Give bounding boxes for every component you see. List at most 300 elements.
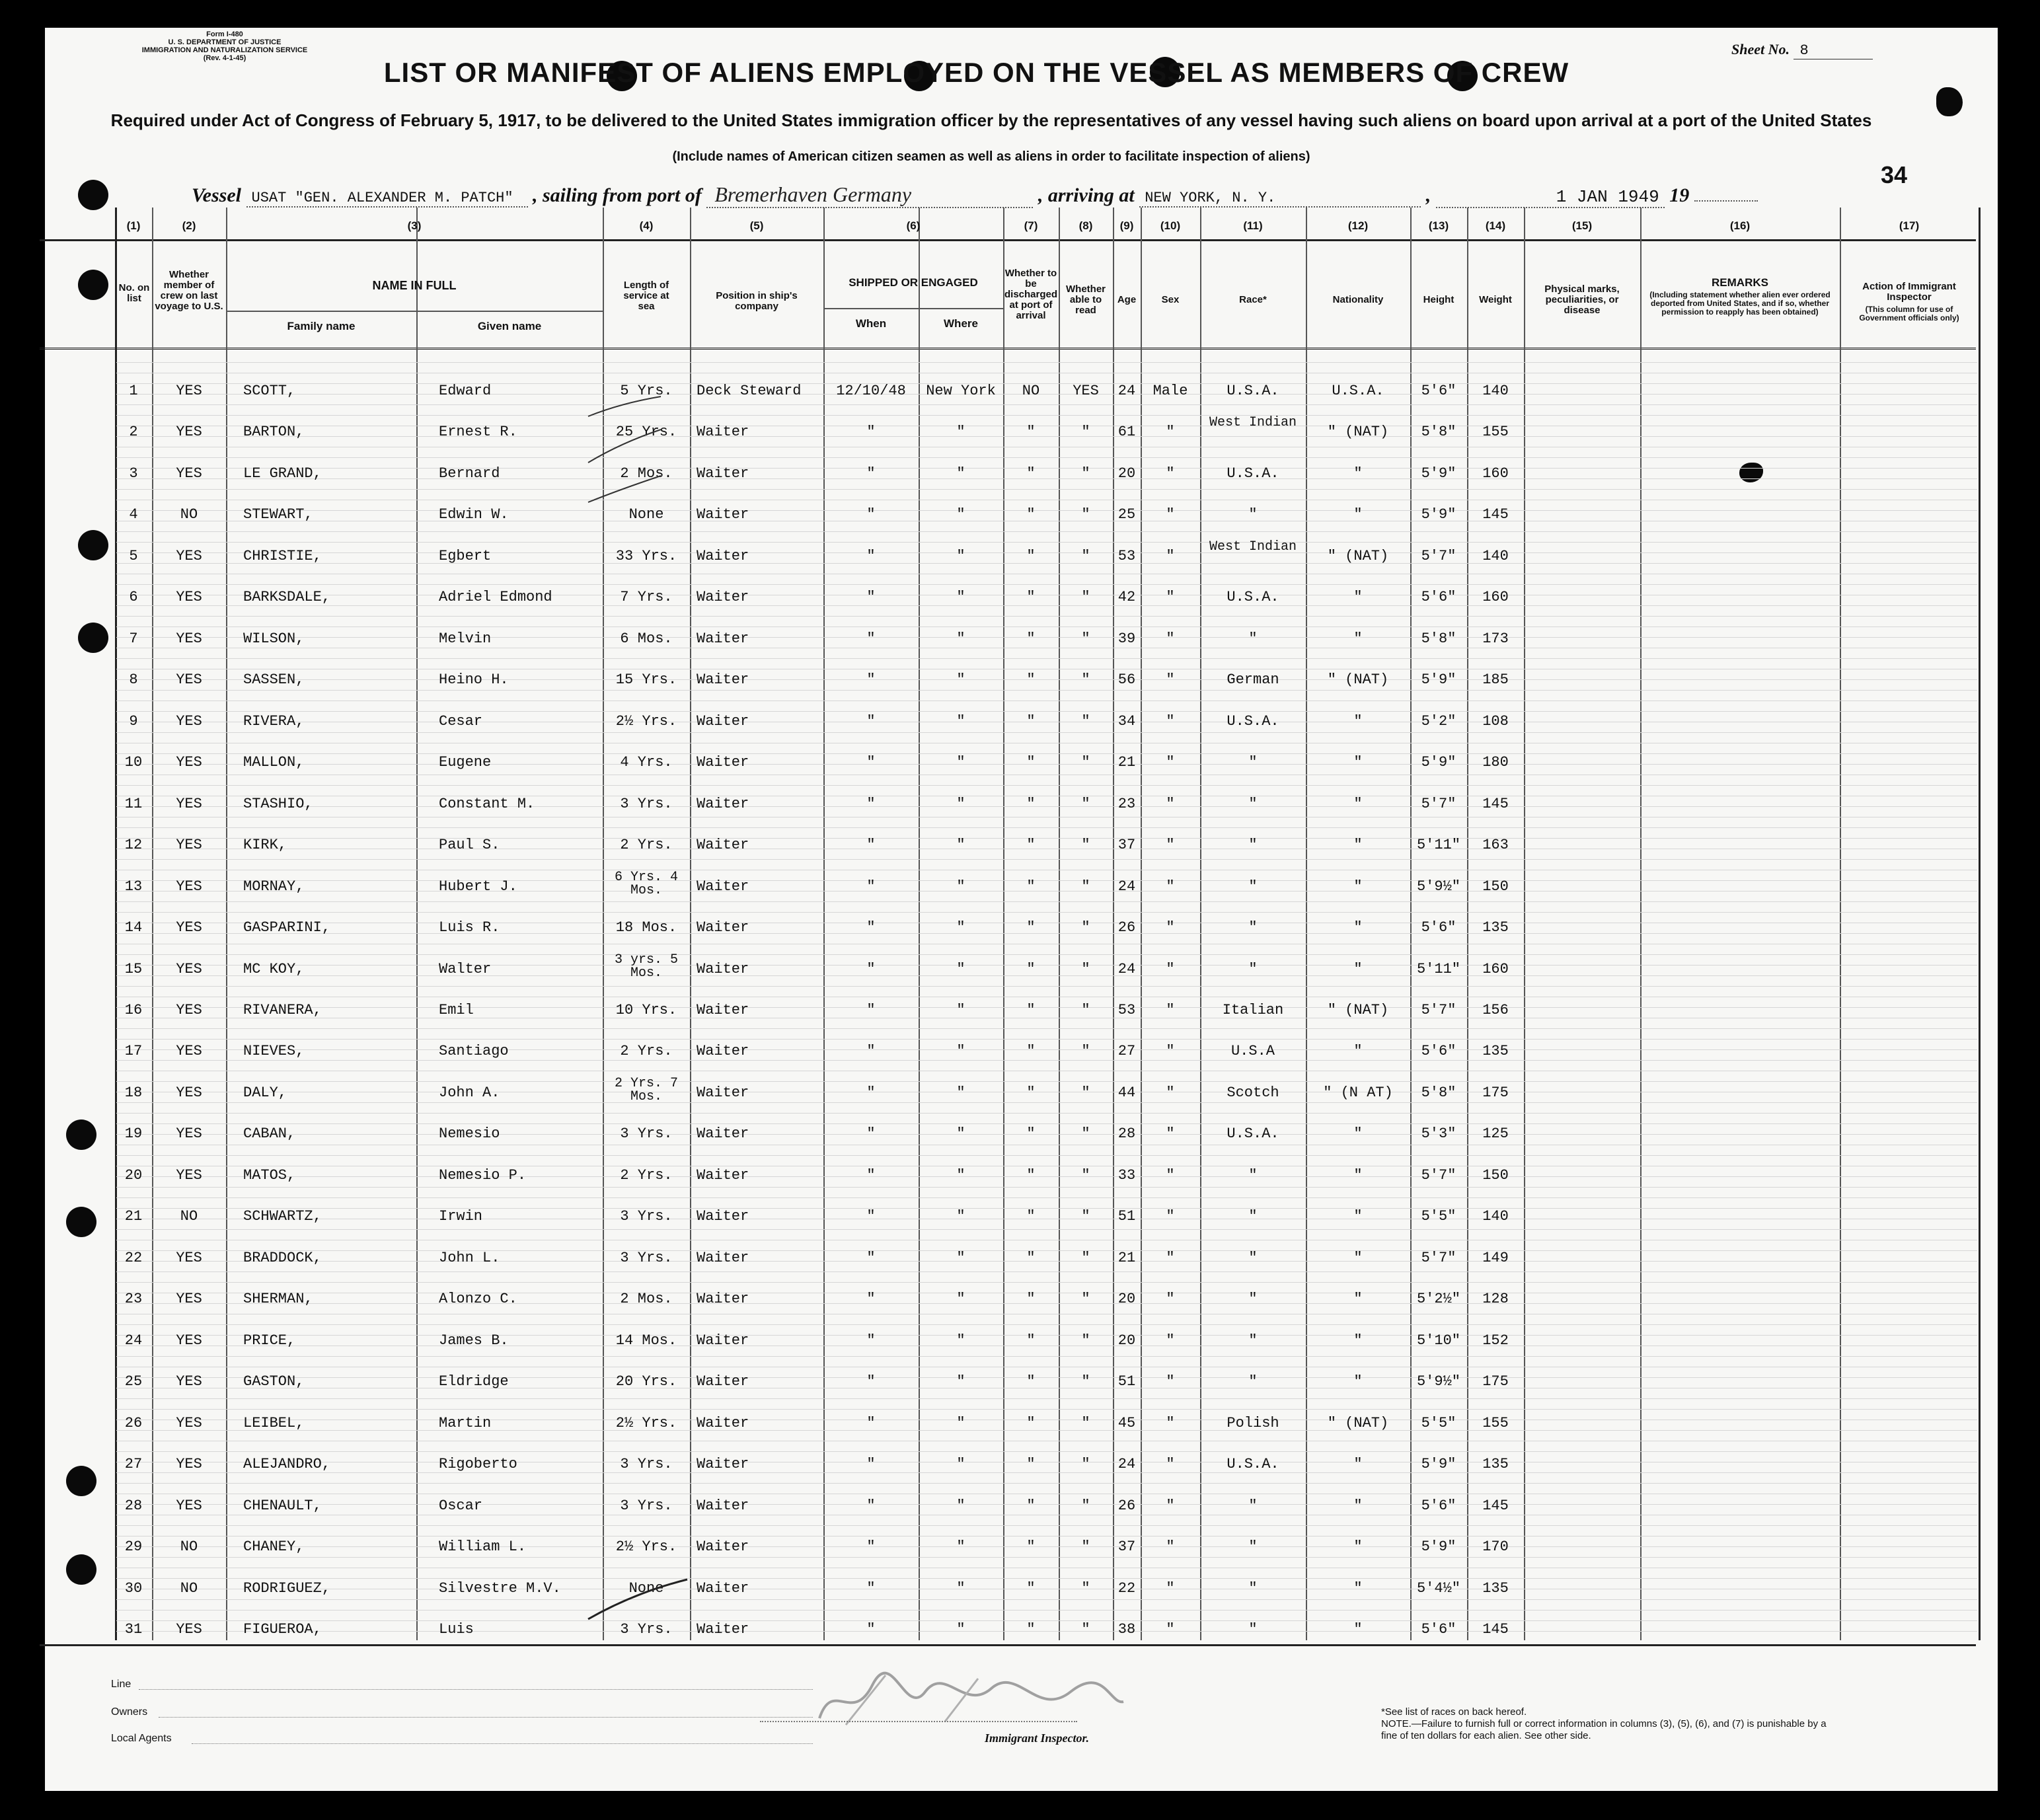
- row-number-cell: 9: [129, 713, 138, 730]
- crew-last-voyage-cell: YES: [176, 1043, 202, 1059]
- position-cell: Waiter: [697, 424, 749, 440]
- age-cell: 21: [1117, 1250, 1136, 1266]
- race-cell: U.S.A.: [1227, 383, 1279, 399]
- weight-cell: 145: [1482, 796, 1509, 812]
- crew-last-voyage-cell: YES: [176, 1498, 202, 1514]
- to-be-discharged-cell: ": [1026, 465, 1036, 482]
- height-cell: 5'7": [1421, 1250, 1456, 1266]
- shipped-where-cell: ": [956, 1208, 965, 1225]
- family-name-cell: BRADDOCK,: [243, 1250, 322, 1266]
- able-to-read-cell: ": [1081, 1043, 1090, 1059]
- to-be-discharged-cell: ": [1026, 837, 1036, 853]
- row-number-cell: 18: [124, 1084, 143, 1101]
- ruled-line: [116, 542, 1977, 543]
- nationality-cell: ": [1353, 1456, 1363, 1472]
- length-of-service-cell: 3 Yrs.: [620, 1456, 673, 1472]
- length-of-service-cell: 33 Yrs.: [615, 548, 677, 564]
- height-cell: 5'8": [1421, 630, 1456, 647]
- ruled-line: [116, 1525, 1977, 1526]
- age-cell: 38: [1117, 1621, 1136, 1638]
- family-name-cell: GASPARINI,: [243, 919, 331, 936]
- to-be-discharged-cell: ": [1026, 1250, 1036, 1266]
- age-cell: 26: [1117, 1498, 1136, 1514]
- weight-cell: 170: [1482, 1538, 1509, 1555]
- position-cell: Waiter: [697, 796, 749, 812]
- family-name-cell: WILSON,: [243, 630, 305, 647]
- arriving-label: , arriving at: [1038, 184, 1135, 206]
- race-cell: Italian: [1222, 1002, 1284, 1018]
- sheet-label: Sheet No.: [1731, 41, 1790, 57]
- given-name-cell: Nemesio: [439, 1125, 500, 1142]
- length-of-service-cell: 3 Yrs.: [620, 1125, 673, 1142]
- length-of-service-cell: 14 Mos.: [615, 1332, 677, 1349]
- line-blank: [139, 1689, 813, 1690]
- weight-cell: 173: [1482, 630, 1509, 647]
- race-cell: U.S.A.: [1227, 713, 1279, 730]
- shipped-where-cell: ": [956, 630, 965, 647]
- sex-cell: ": [1166, 1332, 1175, 1349]
- weight-cell: 145: [1482, 506, 1509, 523]
- race-cell: ": [1248, 754, 1258, 771]
- able-to-read-cell: ": [1081, 671, 1090, 688]
- weight-cell: 145: [1482, 1498, 1509, 1514]
- given-name-cell: Ernest R.: [439, 424, 517, 440]
- sex-cell: ": [1166, 1538, 1175, 1555]
- race-cell: U.S.A: [1230, 1043, 1275, 1059]
- ruled-line: [116, 711, 1977, 712]
- height-cell: 5'9½": [1416, 878, 1460, 895]
- race-cell: Scotch: [1227, 1084, 1279, 1101]
- owners-label: Owners: [111, 1706, 148, 1718]
- crew-last-voyage-cell: NO: [180, 1580, 198, 1597]
- family-name-cell: MORNAY,: [243, 878, 305, 895]
- col5-num: (5): [749, 219, 764, 232]
- column-rule: [1840, 208, 1841, 1640]
- crew-last-voyage-cell: YES: [176, 713, 202, 730]
- shipped-when-cell: ": [866, 548, 876, 564]
- given-name-cell: Silvestre M.V.: [439, 1580, 561, 1597]
- crew-last-voyage-cell: YES: [176, 754, 202, 771]
- revision: (Rev. 4-1-45): [203, 54, 246, 62]
- ruled-line: [116, 1578, 1977, 1579]
- sex-cell: ": [1166, 465, 1175, 482]
- race-cell: ": [1248, 630, 1258, 647]
- to-be-discharged-cell: ": [1026, 796, 1036, 812]
- height-cell: 5'7": [1421, 796, 1456, 812]
- ruled-line: [116, 531, 1977, 532]
- able-to-read-cell: ": [1081, 548, 1090, 564]
- ruled-line: [116, 605, 1977, 606]
- sex-cell: ": [1166, 919, 1175, 936]
- row-number-cell: 23: [124, 1291, 143, 1307]
- col4-label: Length of service at sea: [623, 280, 669, 312]
- family-name-cell: SCOTT,: [243, 383, 296, 399]
- age-cell: 27: [1117, 1043, 1136, 1059]
- weight-cell: 135: [1482, 1043, 1509, 1059]
- nationality-cell: ": [1353, 1043, 1363, 1059]
- position-cell: Waiter: [697, 1621, 749, 1638]
- sex-cell: ": [1166, 1621, 1175, 1638]
- ruled-line: [116, 785, 1977, 786]
- row-number-cell: 6: [129, 589, 138, 605]
- col1-num: (1): [126, 219, 141, 232]
- col17-num: (17): [1899, 219, 1920, 232]
- shipped-where-cell: ": [956, 1125, 965, 1142]
- row-number-cell: 8: [129, 671, 138, 688]
- col7-label: Whether to be discharged at port of arrival: [1004, 268, 1058, 321]
- year-label: 19: [1669, 184, 1690, 206]
- family-name-cell: ALEJANDRO,: [243, 1456, 331, 1472]
- shipped-where-cell: ": [956, 1084, 965, 1101]
- to-be-discharged-cell: ": [1026, 630, 1036, 647]
- shipped-when-cell: ": [866, 1373, 876, 1390]
- to-be-discharged-cell: ": [1026, 1291, 1036, 1307]
- nationality-cell: ": [1353, 1332, 1363, 1349]
- row-number-cell: 11: [124, 796, 143, 812]
- position-cell: Waiter: [697, 837, 749, 853]
- age-cell: 20: [1117, 465, 1136, 482]
- age-cell: 21: [1117, 754, 1136, 771]
- race-cell: ": [1248, 837, 1258, 853]
- sex-cell: ": [1166, 796, 1175, 812]
- crew-last-voyage-cell: YES: [176, 424, 202, 440]
- length-of-service-cell: 15 Yrs.: [615, 671, 677, 688]
- height-cell: 5'5": [1421, 1208, 1456, 1225]
- col12-label: Nationality: [1332, 294, 1384, 305]
- crew-last-voyage-cell: NO: [180, 506, 198, 523]
- col17-label: Action of Immigrant Inspector: [1862, 281, 1956, 303]
- column-rule: [1524, 208, 1525, 1640]
- length-of-service-cell: 3 Yrs.: [620, 1250, 673, 1266]
- length-of-service-cell: 2 Mos.: [620, 1291, 673, 1307]
- col6-num: (6): [906, 219, 921, 232]
- length-of-service-cell: 2 Yrs.: [620, 837, 673, 853]
- owners-blank: [159, 1717, 813, 1718]
- weight-cell: 160: [1482, 589, 1509, 605]
- height-cell: 5'9½": [1416, 1373, 1460, 1390]
- weight-cell: 155: [1482, 1415, 1509, 1431]
- nationality-cell: ": [1353, 1580, 1363, 1597]
- crew-last-voyage-cell: YES: [176, 1456, 202, 1472]
- able-to-read-cell: ": [1081, 1002, 1090, 1018]
- weight-cell: 140: [1482, 548, 1509, 564]
- weight-cell: 150: [1482, 1167, 1509, 1184]
- shipped-when-cell: ": [866, 1002, 876, 1018]
- to-be-discharged-cell: ": [1026, 589, 1036, 605]
- able-to-read-cell: ": [1081, 878, 1090, 895]
- to-be-discharged-cell: ": [1026, 424, 1036, 440]
- ruled-line: [116, 1155, 1977, 1156]
- col3-family: Family name: [287, 320, 356, 332]
- nationality-cell: ": [1353, 1167, 1363, 1184]
- ruled-line: [116, 1282, 1977, 1283]
- agents-blank: [192, 1743, 813, 1744]
- shipped-when-cell: ": [866, 1125, 876, 1142]
- race-cell: ": [1248, 1580, 1258, 1597]
- family-name-cell: FIGUEROA,: [243, 1621, 322, 1638]
- to-be-discharged-cell: ": [1026, 961, 1036, 977]
- column-rule: [226, 208, 227, 1640]
- crew-last-voyage-cell: NO: [180, 1208, 198, 1225]
- height-cell: 5'9": [1421, 754, 1456, 771]
- length-of-service-cell: 2½ Yrs.: [615, 1415, 677, 1431]
- col8-label: Whether able to read: [1066, 284, 1106, 316]
- ruled-line: [116, 616, 1977, 617]
- height-cell: 5'7": [1421, 548, 1456, 564]
- to-be-discharged-cell: ": [1026, 1538, 1036, 1555]
- family-name-cell: GASTON,: [243, 1373, 305, 1390]
- family-name-cell: RIVERA,: [243, 713, 305, 730]
- sailing-port: Bremerhaven Germany: [706, 182, 1033, 208]
- col15-label: Physical marks, peculiarities, or disease: [1544, 284, 1620, 316]
- nationality-cell: ": [1353, 1498, 1363, 1514]
- position-cell: Waiter: [697, 878, 749, 895]
- nationality-cell: " (NAT): [1327, 671, 1389, 688]
- position-cell: Waiter: [697, 506, 749, 523]
- able-to-read-cell: ": [1081, 1084, 1090, 1101]
- arrival-date: 1 JAN 1949: [1436, 187, 1665, 208]
- shipped-when-cell: ": [866, 506, 876, 523]
- nationality-cell: U.S.A.: [1332, 383, 1384, 399]
- sex-cell: ": [1166, 754, 1175, 771]
- position-cell: Waiter: [697, 1167, 749, 1184]
- race-cell: ": [1248, 1621, 1258, 1638]
- height-cell: 5'6": [1421, 383, 1456, 399]
- able-to-read-cell: ": [1081, 1291, 1090, 1307]
- age-cell: 61: [1117, 424, 1136, 440]
- ruled-line: [116, 1113, 1977, 1114]
- department: U. S. DEPARTMENT OF JUSTICE: [168, 38, 282, 46]
- weight-cell: 128: [1482, 1291, 1509, 1307]
- col3-num: (3): [407, 219, 422, 232]
- given-name-cell: Constant M.: [439, 796, 535, 812]
- height-cell: 5'9": [1421, 1538, 1456, 1555]
- pen-strokes: [582, 390, 714, 1646]
- shipped-when-cell: ": [866, 1456, 876, 1472]
- able-to-read-cell: ": [1081, 1538, 1090, 1555]
- ruled-line: [116, 912, 1977, 913]
- age-cell: 25: [1117, 506, 1136, 523]
- races-note: *See list of races on back hereof.: [1381, 1706, 1527, 1718]
- col14-num: (14): [1485, 219, 1506, 232]
- able-to-read-cell: ": [1081, 424, 1090, 440]
- shipped-where-cell: ": [956, 796, 965, 812]
- vessel-label: Vessel: [192, 184, 241, 206]
- form-number: Form I-480: [206, 30, 243, 38]
- col5-label: Position in ship's company: [716, 290, 798, 312]
- ruled-line: [116, 1610, 1977, 1611]
- age-cell: 26: [1117, 919, 1136, 936]
- ruled-line: [116, 1557, 1977, 1558]
- given-name-cell: Emil: [439, 1002, 474, 1018]
- col2-num: (2): [182, 219, 196, 232]
- weight-cell: 145: [1482, 1621, 1509, 1638]
- sheet-value: 8: [1794, 42, 1873, 59]
- ruled-line: [116, 362, 1977, 363]
- family-name-cell: CHENAULT,: [243, 1498, 322, 1514]
- given-name-cell: Martin: [439, 1415, 492, 1431]
- given-name-cell: Eldridge: [439, 1373, 509, 1390]
- inspector-label: Immigrant Inspector.: [985, 1731, 1090, 1745]
- height-cell: 5'8": [1421, 424, 1456, 440]
- length-of-service-cell: 4 Yrs.: [620, 754, 673, 771]
- family-name-cell: BARKSDALE,: [243, 589, 331, 605]
- weight-cell: 152: [1482, 1332, 1509, 1349]
- weight-cell: 160: [1482, 961, 1509, 977]
- ruled-line: [116, 489, 1977, 490]
- to-be-discharged-cell: ": [1026, 878, 1036, 895]
- able-to-read-cell: ": [1081, 919, 1090, 936]
- crew-last-voyage-cell: YES: [176, 1250, 202, 1266]
- position-cell: Waiter: [697, 1498, 749, 1514]
- page-number: 34: [1881, 161, 1908, 188]
- length-of-service-cell: 7 Yrs.: [620, 589, 673, 605]
- ruled-line: [116, 1356, 1977, 1357]
- inspector-signature: [806, 1665, 1137, 1738]
- row-number-cell: 2: [129, 424, 138, 440]
- height-cell: 5'3": [1421, 1125, 1456, 1142]
- shipped-where-cell: ": [956, 1002, 965, 1018]
- punch-hole: [78, 530, 108, 560]
- ruled-line: [116, 1081, 1977, 1082]
- sex-cell: ": [1166, 1291, 1175, 1307]
- shipped-where-cell: ": [956, 1538, 965, 1555]
- ruled-line: [116, 415, 1977, 416]
- nationality-cell: ": [1353, 1250, 1363, 1266]
- family-name-cell: RODRIGUEZ,: [243, 1580, 331, 1597]
- position-cell: Waiter: [697, 1580, 749, 1597]
- sex-cell: ": [1166, 1250, 1175, 1266]
- shipped-where-cell: ": [956, 961, 965, 977]
- length-of-service-cell: None: [628, 506, 664, 523]
- able-to-read-cell: ": [1081, 961, 1090, 977]
- row-number-cell: 12: [124, 837, 143, 853]
- able-to-read-cell: ": [1081, 506, 1090, 523]
- shipped-when-cell: 12/10/48: [836, 383, 906, 399]
- sex-cell: ": [1166, 1456, 1175, 1472]
- weight-cell: 175: [1482, 1084, 1509, 1101]
- ruled-line: [116, 1028, 1977, 1029]
- shipped-where-cell: ": [956, 1250, 965, 1266]
- sex-cell: Male: [1152, 383, 1188, 399]
- shipped-when-cell: ": [866, 671, 876, 688]
- shipped-where-cell: ": [956, 1415, 965, 1431]
- table-top-rule: [40, 239, 1976, 241]
- nationality-cell: ": [1353, 754, 1363, 771]
- to-be-discharged-cell: ": [1026, 1208, 1036, 1225]
- family-name-cell: RIVANERA,: [243, 1002, 322, 1018]
- row-number-cell: 29: [124, 1538, 143, 1555]
- to-be-discharged-cell: ": [1026, 1621, 1036, 1638]
- height-cell: 5'6": [1421, 1621, 1456, 1638]
- ruled-line: [116, 1324, 1977, 1325]
- ruled-line: [116, 954, 1977, 955]
- to-be-discharged-cell: ": [1026, 671, 1036, 688]
- given-name-cell: Santiago: [439, 1043, 509, 1059]
- race-cell: Polish: [1227, 1415, 1279, 1431]
- length-of-service-cell: 3 Yrs.: [620, 796, 673, 812]
- row-number-cell: 28: [124, 1498, 143, 1514]
- row-number-cell: 3: [129, 465, 138, 482]
- shipped-where-cell: ": [956, 1456, 965, 1472]
- to-be-discharged-cell: ": [1026, 506, 1036, 523]
- to-be-discharged-cell: ": [1026, 1125, 1036, 1142]
- race-cell: U.S.A.: [1227, 1456, 1279, 1472]
- able-to-read-cell: ": [1081, 589, 1090, 605]
- shipped-where-cell: ": [956, 919, 965, 936]
- crew-last-voyage-cell: YES: [176, 961, 202, 977]
- height-cell: 5'5": [1421, 1415, 1456, 1431]
- length-of-service-cell: 2 Yrs. 7 Mos.: [614, 1076, 678, 1104]
- sex-cell: ": [1166, 1125, 1175, 1142]
- punch-hole: [78, 623, 108, 653]
- to-be-discharged-cell: NO: [1022, 383, 1040, 399]
- length-of-service-cell: 2½ Yrs.: [615, 1538, 677, 1555]
- shipped-where-cell: ": [956, 506, 965, 523]
- ruled-line: [116, 1039, 1977, 1040]
- race-cell: ": [1248, 1291, 1258, 1307]
- col8-num: (8): [1078, 219, 1093, 232]
- column-rule: [1979, 208, 1981, 1640]
- height-cell: 5'9": [1421, 1456, 1456, 1472]
- age-cell: 53: [1117, 1002, 1136, 1018]
- able-to-read-cell: ": [1081, 1373, 1090, 1390]
- nationality-cell: ": [1353, 630, 1363, 647]
- weight-cell: 150: [1482, 878, 1509, 895]
- shipped-where-cell: ": [956, 1291, 965, 1307]
- crew-last-voyage-cell: YES: [176, 1621, 202, 1638]
- shipped-where-cell: ": [956, 548, 965, 564]
- subheader-rule: [823, 308, 1003, 309]
- crew-last-voyage-cell: NO: [180, 1538, 198, 1555]
- length-of-service-cell: 5 Yrs.: [620, 383, 673, 399]
- nationality-cell: ": [1353, 961, 1363, 977]
- row-number-cell: 16: [124, 1002, 143, 1018]
- shipped-when-cell: ": [866, 424, 876, 440]
- race-cell: ": [1248, 506, 1258, 523]
- family-name-cell: PRICE,: [243, 1332, 296, 1349]
- age-cell: 22: [1117, 1580, 1136, 1597]
- requirement-text: Required under Act of Congress of February 5, 1917, to be delivered to the United States immigration officer by the representatives of any vessel having such aliens on board upon arrival at a port of the United States: [110, 110, 1872, 130]
- length-of-service-cell: 2 Yrs.: [620, 1043, 673, 1059]
- family-name-cell: MALLON,: [243, 754, 305, 771]
- row-number-cell: 26: [124, 1415, 143, 1431]
- ruled-line: [116, 584, 1977, 585]
- shipped-where-cell: ": [956, 465, 965, 482]
- height-cell: 5'6": [1421, 589, 1456, 605]
- sex-cell: ": [1166, 1208, 1175, 1225]
- weight-cell: 125: [1482, 1125, 1509, 1142]
- able-to-read-cell: ": [1081, 713, 1090, 730]
- to-be-discharged-cell: ": [1026, 713, 1036, 730]
- shipped-where-cell: New York: [926, 383, 996, 399]
- weight-cell: 140: [1482, 383, 1509, 399]
- height-cell: 5'2": [1421, 713, 1456, 730]
- position-cell: Waiter: [697, 671, 749, 688]
- shipped-when-cell: ": [866, 1250, 876, 1266]
- family-name-cell: DALY,: [243, 1084, 287, 1101]
- age-cell: 51: [1117, 1208, 1136, 1225]
- to-be-discharged-cell: ": [1026, 1332, 1036, 1349]
- shipped-when-cell: ": [866, 1167, 876, 1184]
- nationality-cell: ": [1353, 1208, 1363, 1225]
- crew-last-voyage-cell: YES: [176, 1167, 202, 1184]
- col16-label: REMARKS: [1712, 276, 1768, 289]
- punch-hole: [66, 1207, 96, 1237]
- to-be-discharged-cell: ": [1026, 754, 1036, 771]
- nationality-cell: ": [1353, 1373, 1363, 1390]
- shipped-when-cell: ": [866, 878, 876, 895]
